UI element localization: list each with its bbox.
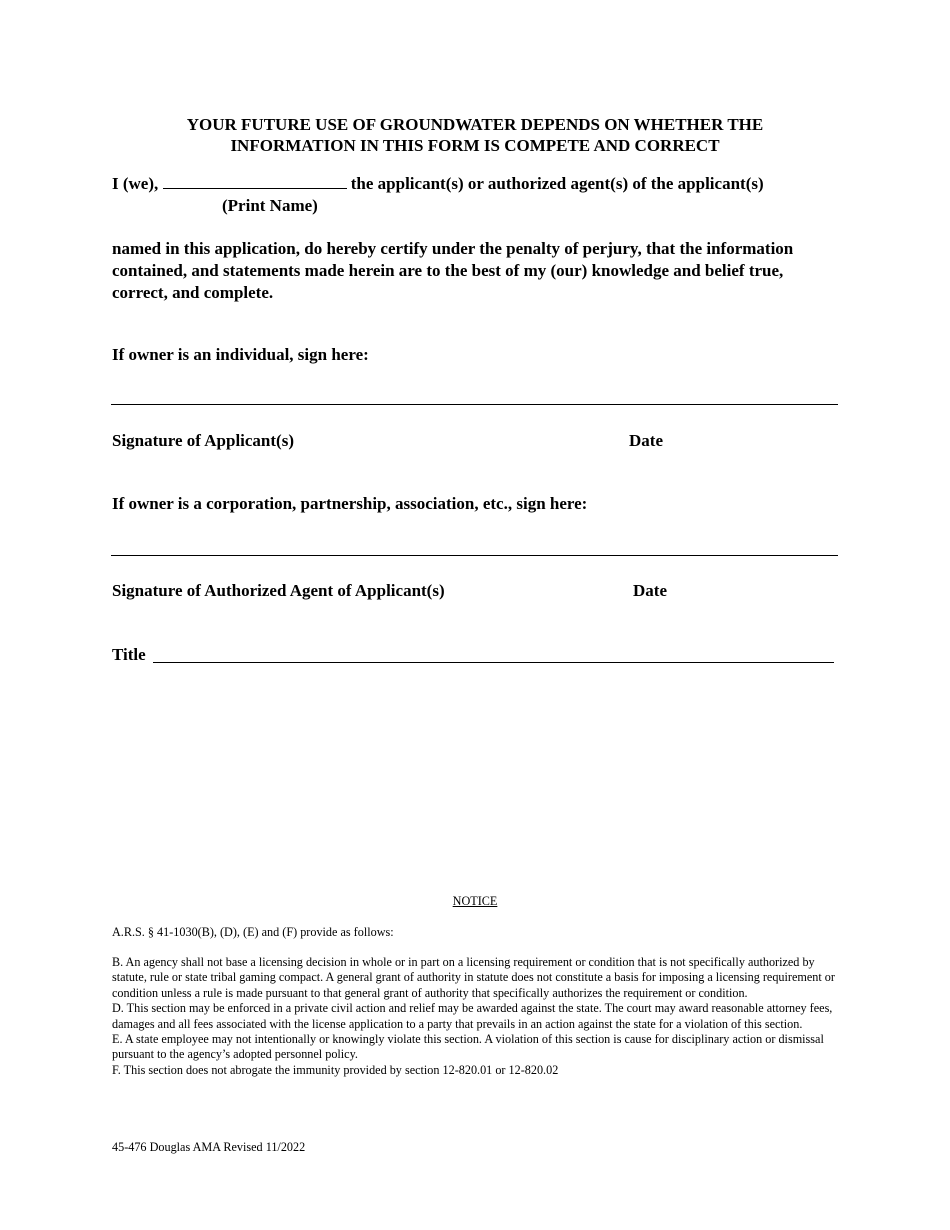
corporation-signature-label: Signature of Authorized Agent of Applicant(s) xyxy=(112,581,445,600)
heading-line-1: YOUR FUTURE USE OF GROUNDWATER DEPENDS ON WHETHER THE xyxy=(186,115,764,134)
title-label: Title xyxy=(112,645,146,664)
certification-suffix: the applicant(s) or authorized agent(s) of the applicant(s) xyxy=(350,174,764,193)
form-heading xyxy=(100,114,850,156)
print-name-caption: (Print Name) xyxy=(222,196,318,215)
form-id-footer: 45-476 Douglas AMA Revised 11/2022 xyxy=(112,1140,306,1154)
individual-signature-line[interactable] xyxy=(111,404,838,405)
individual-signature-label: Signature of Applicant(s) xyxy=(112,431,294,450)
individual-instruction: If owner is an individual, sign here: xyxy=(112,345,369,364)
notice-paragraph-b: B. An agency shall not base a licensing decision in whole or in part on a licensing requirement or condition that is not specifically authorized by statute, rule or state tribal gaming compact. A general grant of authority in statute does not constitute a basis for imposing a licensing requirement or condition unless a rule is made pursuant to that general grant of authority that specifically authorizes the requirement or condition. xyxy=(112,955,835,1000)
notice-paragraph-e: E. A state employee may not intentionally or knowingly violate this section. A violation of this section is cause for disciplinary action or dismissal pursuant to the agency’s adopted personnel policy. xyxy=(112,1032,824,1062)
notice-paragraph-d: D. This section may be enforced in a private civil action and relief may be awarded against the state. The court may award reasonable attorney fees, damages and all fees associated with the license application to a party that prevails in an action against the state for a violation of this section. xyxy=(112,1001,833,1031)
notice-paragraph-f: F. This section does not abrogate the immunity provided by section 12-820.01 or 12-820.02 xyxy=(112,1062,559,1077)
certification-prefix: I (we), xyxy=(112,174,159,193)
notice-intro: A.R.S. § 41-1030(B), (D), (E) and (F) provide as follows: xyxy=(112,925,394,939)
corporation-instruction: If owner is a corporation, partnership, association, etc., sign here: xyxy=(112,494,588,513)
certification-line xyxy=(112,174,764,194)
certification-statement: named in this application, do hereby certify under the penalty of perjury, that the information contained, and statements made herein are to the best of my (our) knowledge and belief true, correct, and complete. xyxy=(112,239,794,302)
corporation-signature-line[interactable] xyxy=(111,555,838,556)
print-name-field[interactable] xyxy=(163,174,347,189)
title-field[interactable] xyxy=(153,662,834,663)
corporation-date-label: Date xyxy=(633,581,667,600)
heading-line-2: INFORMATION IN THIS FORM IS COMPETE AND CORRECT xyxy=(230,136,720,155)
individual-date-label: Date xyxy=(629,431,663,450)
notice-body xyxy=(112,955,838,1078)
notice-heading: NOTICE xyxy=(452,894,498,908)
